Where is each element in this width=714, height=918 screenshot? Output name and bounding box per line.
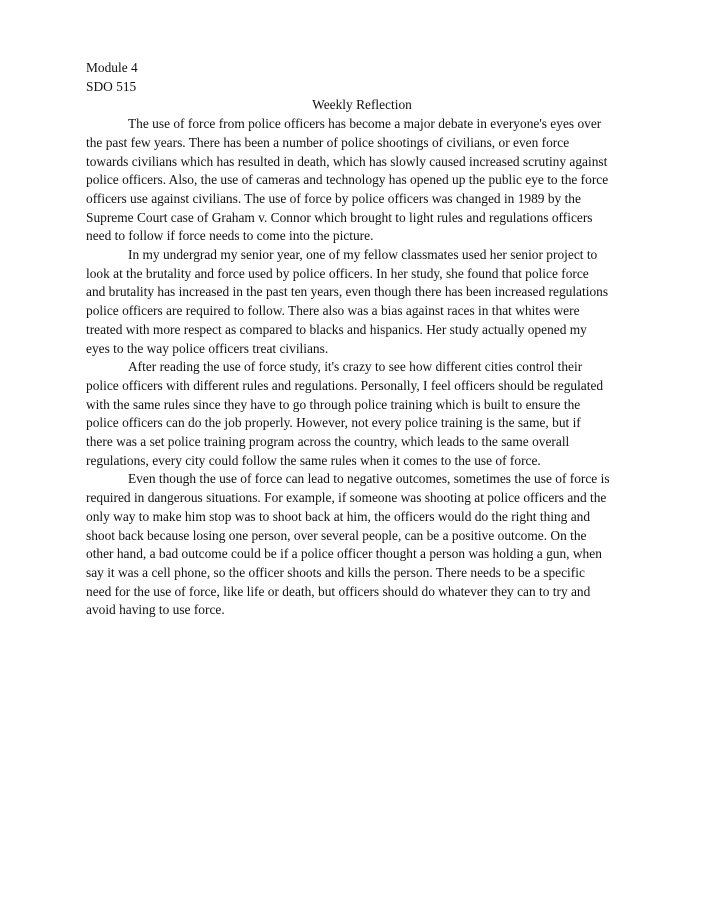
paragraph-1: [86, 115, 638, 246]
paragraph-3: [86, 358, 638, 470]
text-line: need for the use of force, like life or death, but officers should do whatever they can to try and: [86, 583, 591, 599]
document-body: [86, 59, 638, 620]
text-line: police officers with different rules and regulations. Personally, I feel officers should be regulated: [86, 377, 604, 393]
text-line: Supreme Court case of Graham v. Connor which brought to light rules and regulations officers: [86, 209, 593, 225]
text-line: with the same rules since they have to go through police training which is built to ensure the: [86, 396, 581, 412]
text-line: police officers. Also, the use of cameras and technology has opened up the public eye to the force: [86, 172, 609, 188]
text-line: towards civilians which has resulted in death, which has slowly caused increased scrutiny against: [86, 153, 608, 169]
text-line: shoot back because losing one person, over several people, can be a positive outcome. On the: [86, 527, 587, 543]
text-line: police officers are required to follow. There also was a bias against races in that whites were: [86, 303, 580, 319]
text-line: need to follow if force needs to come into the picture.: [86, 228, 374, 244]
text-line: police officers can do the job properly. However, not every police training is the same, but if: [86, 415, 581, 431]
text-line: regulations, every city could follow the same rules when it comes to the use of force.: [86, 452, 541, 468]
text-line: eyes to the way police officers treat civilians.: [86, 340, 329, 356]
text-line: only way to make him stop was to shoot back at him, the officers would do the right thing and: [86, 508, 591, 524]
text-line: look at the brutality and force used by police officers. In her study, she found that police force: [86, 265, 589, 281]
course-label: SDO 515: [86, 78, 137, 94]
text-line: In my undergrad my senior year, one of my fellow classmates used her senior project to: [128, 247, 598, 263]
text-line: and brutality has increased in the past ten years, even though there has been increased regulations: [86, 284, 609, 300]
text-line: other hand, a bad outcome could be if a police officer thought a person was holding a gun, when: [86, 546, 602, 562]
text-line: there was a set police training program across the country, which leads to the same overall: [86, 434, 570, 450]
paragraph-4: [86, 470, 638, 620]
text-line: avoid having to use force.: [86, 602, 225, 618]
paragraph-2: [86, 246, 638, 358]
text-line: The use of force from police officers has become a major debate in everyone's eyes over: [128, 116, 602, 132]
document-title: Weekly Reflection: [312, 97, 412, 113]
text-line: officers use against civilians. The use of force by police officers was changed in 1989 by the: [86, 190, 581, 206]
text-line: After reading the use of force study, it's crazy to see how different cities control their: [128, 359, 583, 375]
text-line: Even though the use of force can lead to negative outcomes, sometimes the use of force is: [128, 471, 610, 487]
text-line: say it was a cell phone, so the officer shoots and kills the person. There needs to be a specific: [86, 564, 585, 580]
text-line: required in dangerous situations. For example, if someone was shooting at police officers and the: [86, 490, 607, 506]
text-line: the past few years. There has been a number of police shootings of civilians, or even force: [86, 134, 570, 150]
module-label: Module 4: [86, 60, 138, 75]
text-line: treated with more respect as compared to blacks and hispanics. Her study actually opened my: [86, 321, 587, 337]
